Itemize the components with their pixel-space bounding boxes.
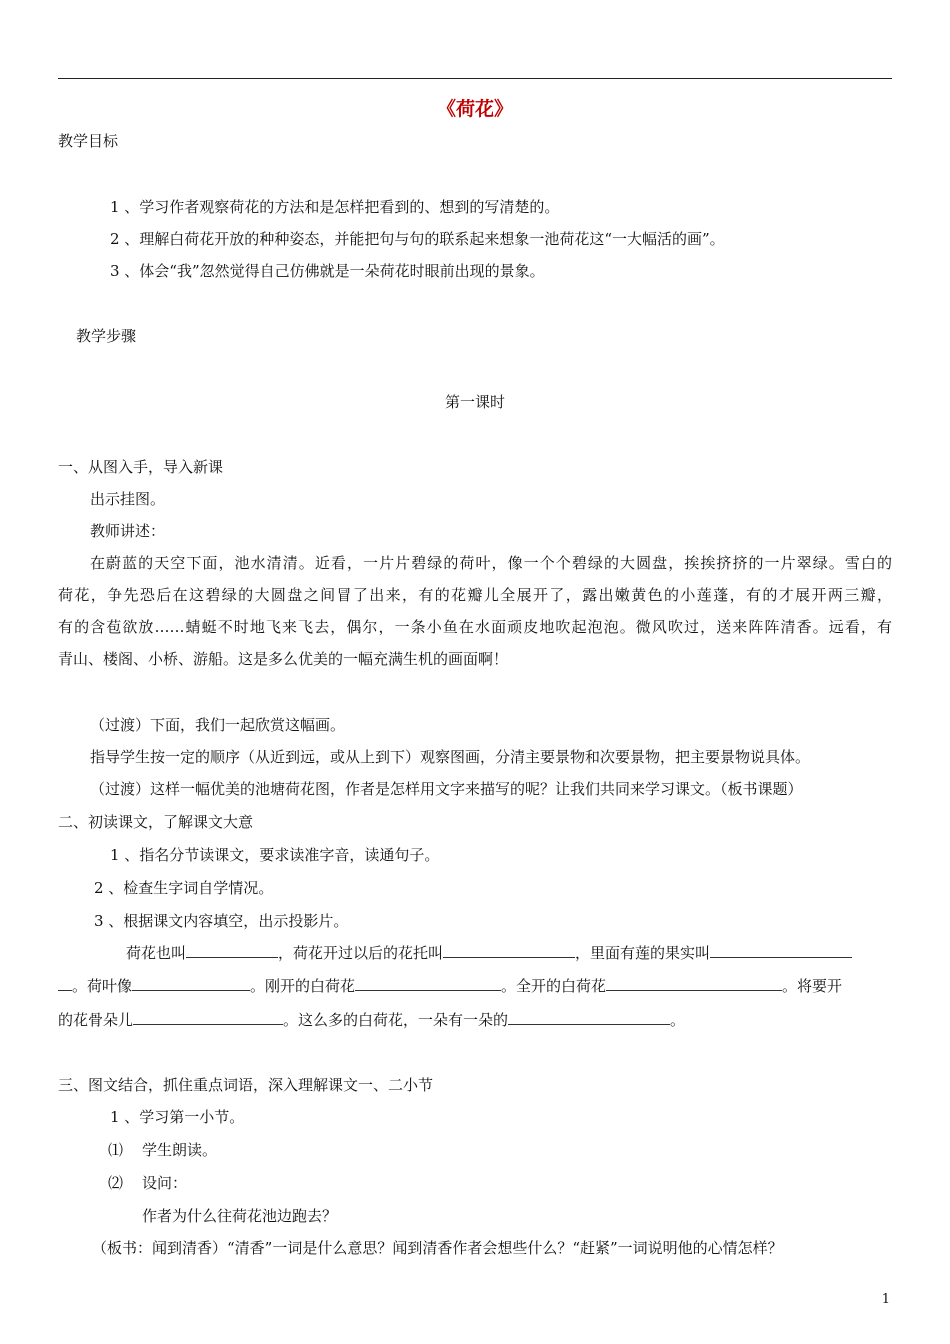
fill-text: 。刚开的白荷花 <box>250 977 356 995</box>
fill-text: 。 <box>670 1011 686 1029</box>
header-rule <box>58 78 892 79</box>
narration-line: 有的含苞欲放……蜻蜓不时地飞来飞去，偶尔，一条小鱼在水面顽皮地吹起泡泡。微风吹过，送来阵阵清香。远看，有 <box>58 618 892 636</box>
sub-item-number: ⑴ <box>108 1141 124 1159</box>
fill-text: 。荷叶像 <box>72 977 133 995</box>
fill-blank-line-1 <box>126 943 852 963</box>
transition-text-1: （过渡）下面，我们一起欣赏这幅画。 <box>90 716 346 734</box>
fill-text: ，荷花开过以后的花托叫 <box>278 944 444 962</box>
narration-line: 在蔚蓝的天空下面，池水清清。近看，一片片碧绿的荷叶，像一个个碧绿的大圆盘，挨挨挤挤的一片翠绿。雪白的 <box>90 554 892 572</box>
section-3-item-1: 1 、学习第一小节。 <box>110 1108 245 1126</box>
fill-text: 荷花也叫 <box>126 944 187 962</box>
answer-blank <box>443 943 575 958</box>
steps-heading: 教学步骤 <box>76 327 137 345</box>
section-2-item-2: 2 、检查生字词自学情况。 <box>94 879 274 897</box>
fill-blank-line-3 <box>58 1010 685 1030</box>
narration-line: 青山、楼阁、小桥、游船。这是多么优美的一幅充满生机的画面啊！ <box>58 650 509 668</box>
section-2-heading: 二、初读课文，了解课文大意 <box>58 813 254 831</box>
objective-2: 2 、理解白荷花开放的种种姿态，并能把句与句的联系起来想象一池荷花这“一大幅活的画”。 <box>110 230 725 248</box>
objectives-heading: 教学目标 <box>58 132 119 150</box>
fill-text: ，里面有莲的果实叫 <box>575 944 711 962</box>
section-1-heading: 一、从图入手，导入新课 <box>58 458 224 476</box>
answer-blank <box>508 1010 670 1025</box>
answer-blank <box>133 1010 283 1025</box>
fill-text: 的花骨朵儿 <box>58 1011 134 1029</box>
guide-text: 指导学生按一定的顺序（从近到远，或从上到下）观察图画，分清主要景物和次要景物，把主要景物说具体。 <box>90 748 811 766</box>
answer-blank <box>606 976 782 991</box>
page-number: 1 <box>881 1292 890 1307</box>
question-text: 作者为什么往荷花池边跑去？ <box>142 1207 338 1225</box>
answer-blank <box>58 976 72 991</box>
answer-blank <box>355 976 501 991</box>
doc-title: 《荷花》 <box>436 98 513 120</box>
blackboard-note: （板书：闻到清香）“清香”一词是什么意思？闻到清香作者会想些什么？“赶紧”一词说明他的心情怎样？ <box>92 1239 783 1257</box>
answer-blank <box>132 976 250 991</box>
answer-blank <box>710 943 852 958</box>
transition-text-2: （过渡）这样一幅优美的池塘荷花图，作者是怎样用文字来描写的呢？让我们共同来学习课文。（板书课题） <box>90 780 803 798</box>
sub-item-number: ⑵ <box>108 1174 124 1192</box>
section-2-item-1: 1 、指名分节读课文，要求读准字音，读通句子。 <box>110 846 440 864</box>
answer-blank <box>186 943 278 958</box>
section-2-item-3: 3 、根据课文内容填空，出示投影片。 <box>94 912 349 930</box>
fill-text: 。全开的白荷花 <box>501 977 607 995</box>
lesson-heading: 第一课时 <box>444 393 505 411</box>
objective-1: 1 、学习作者观察荷花的方法和是怎样把看到的、想到的写清楚的。 <box>110 198 560 216</box>
fill-text: 。将要开 <box>782 977 843 995</box>
teacher-says-text: 教师讲述： <box>90 522 166 540</box>
narration-line: 荷花，争先恐后在这碧绿的大圆盘之间冒了出来，有的花瓣儿全展开了，露出嫩黄色的小莲蓬，有的才展开两三瓣， <box>58 586 892 604</box>
sub-item-text: 学生朗读。 <box>142 1141 218 1159</box>
sub-item-text: 设问： <box>142 1174 188 1192</box>
show-picture-text: 出示挂图。 <box>90 490 166 508</box>
fill-text: 。这么多的白荷花，一朵有一朵的 <box>283 1011 509 1029</box>
objective-3: 3 、体会“我”忽然觉得自己仿佛就是一朵荷花时眼前出现的景象。 <box>110 262 545 280</box>
fill-blank-line-2 <box>58 976 842 996</box>
section-3-heading: 三、图文结合，抓住重点词语，深入理解课文一、二小节 <box>58 1076 434 1094</box>
